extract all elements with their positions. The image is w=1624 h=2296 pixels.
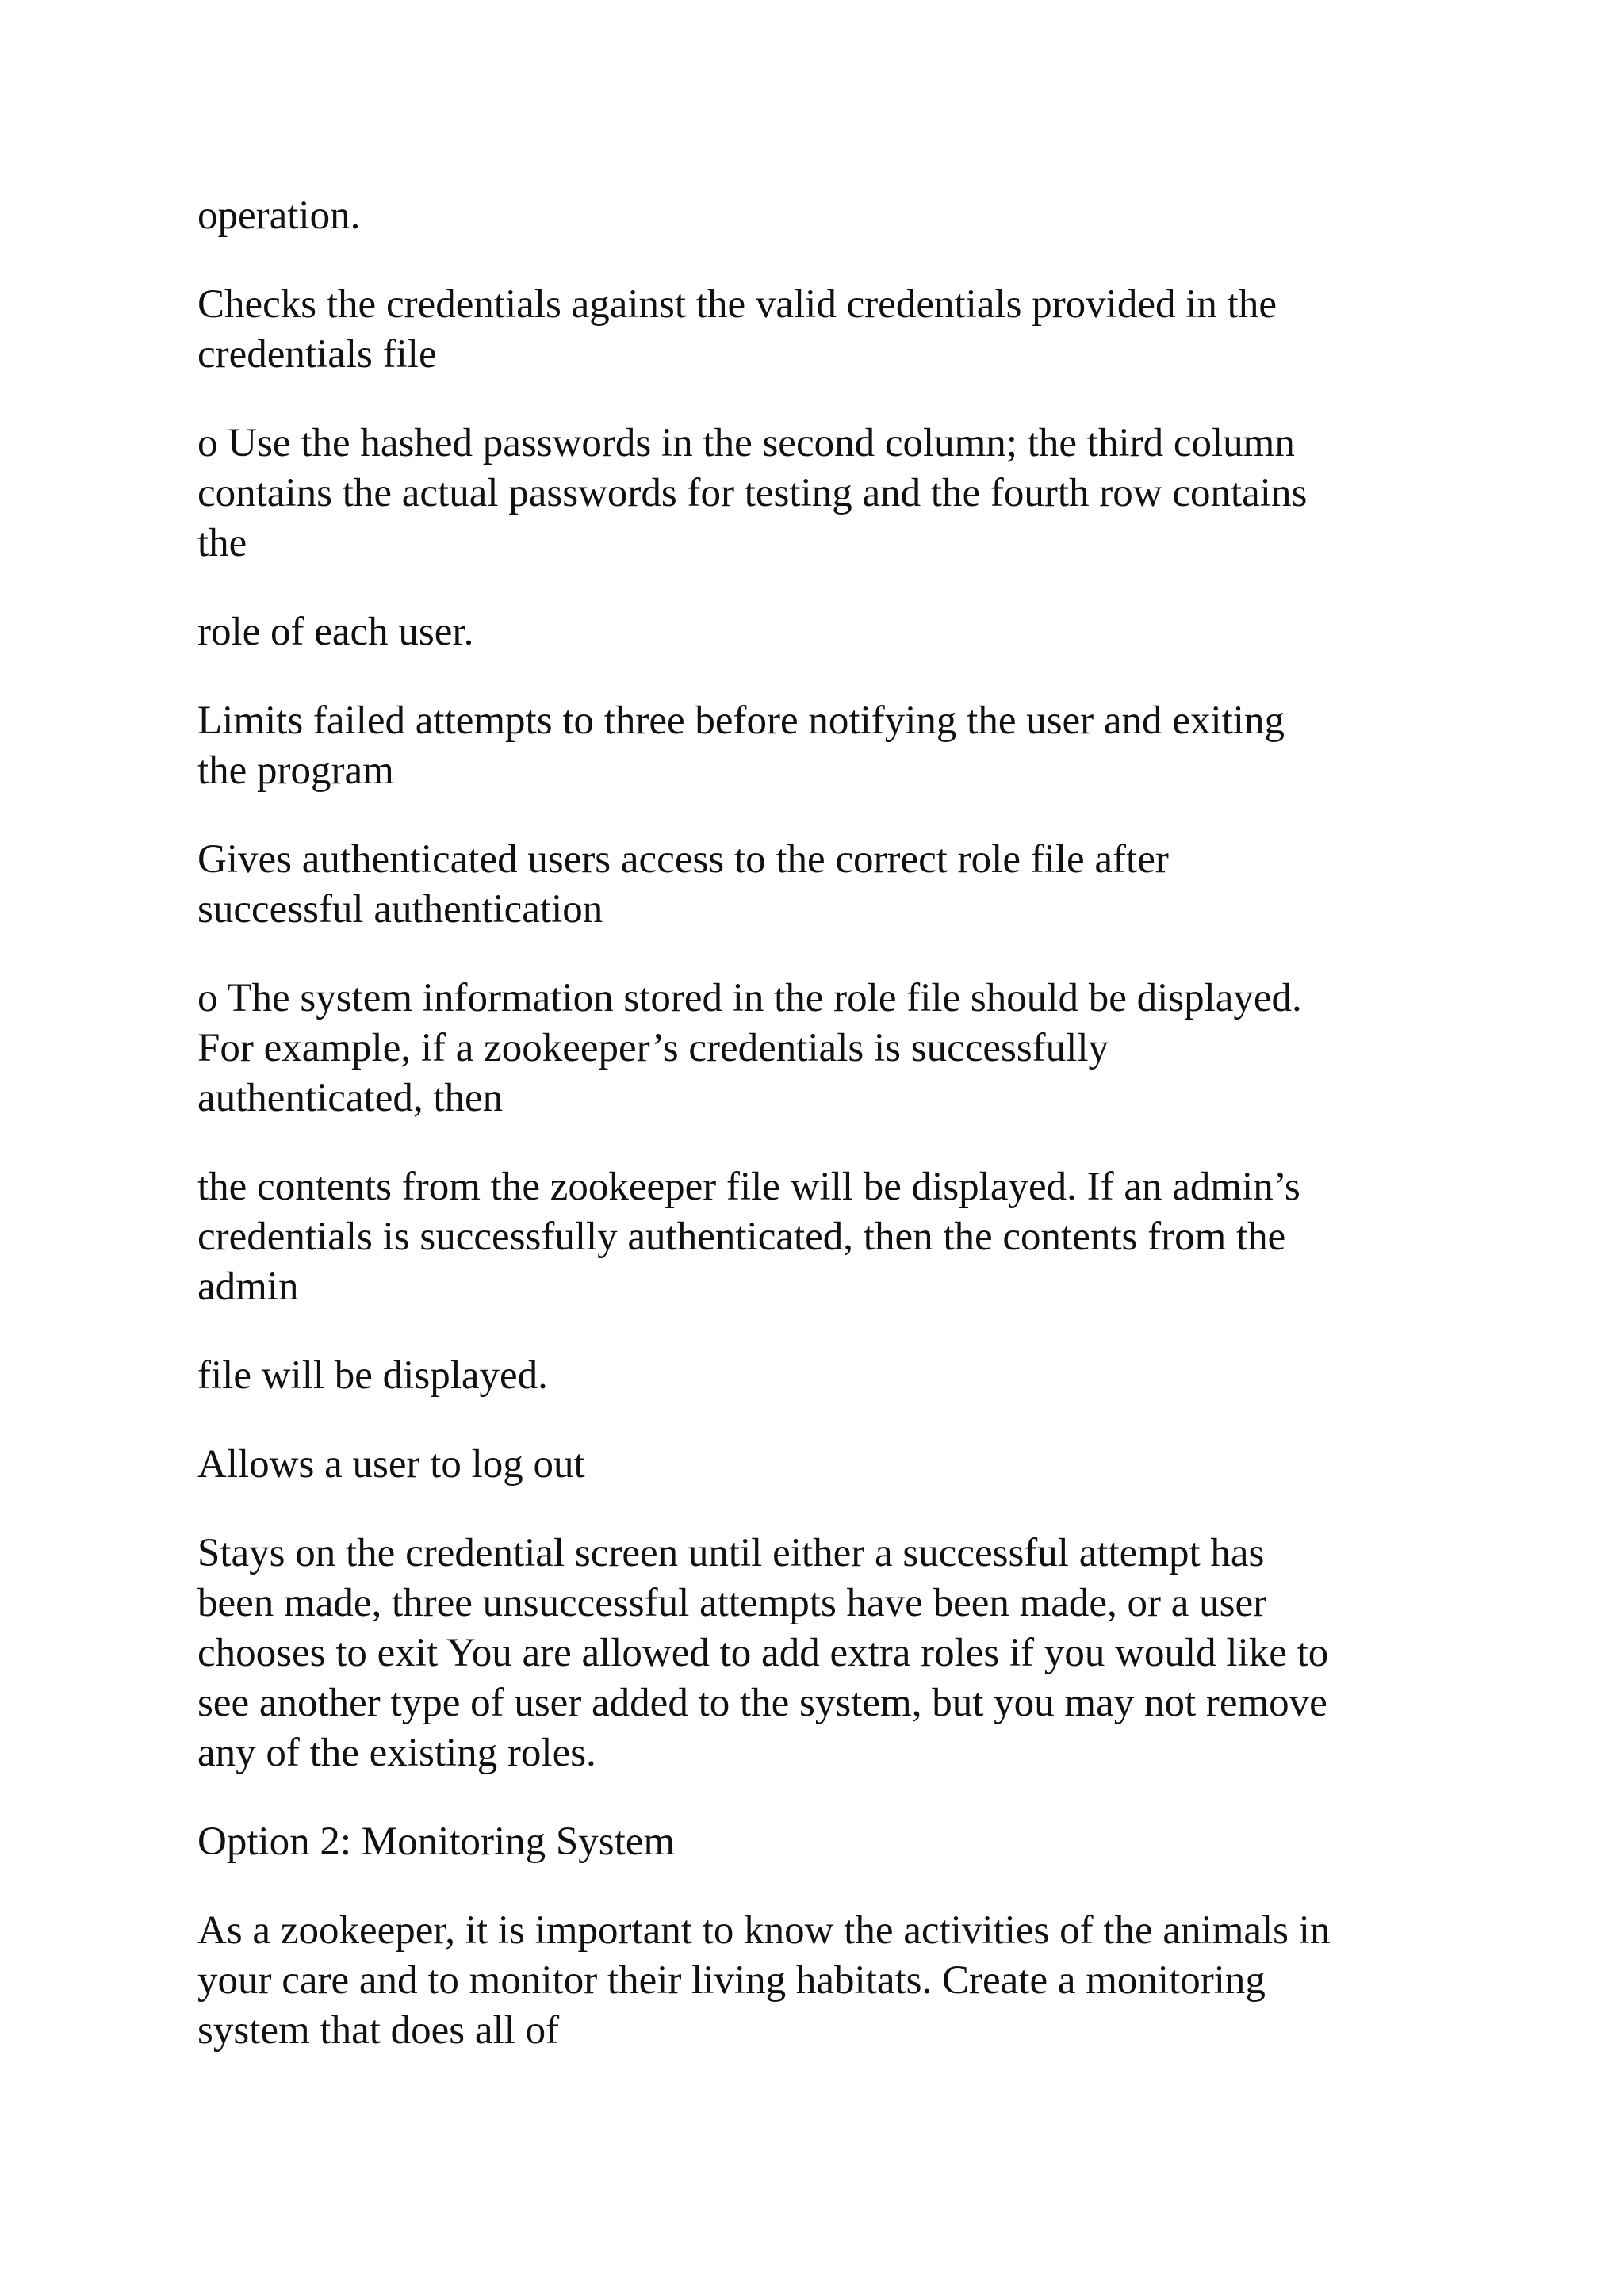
text-line: see another type of user added to the system, but you may not remove: [197, 1681, 1327, 1725]
text-line: the: [197, 521, 247, 565]
text-line: Gives authenticated users access to the correct role file after: [197, 837, 1169, 882]
paragraph-hashed-passwords: [197, 419, 1450, 568]
text-line: system that does all of: [197, 2008, 560, 2053]
paragraph-contents-displayed: [197, 1162, 1450, 1312]
text-line: Checks the credentials against the valid credentials provided in the: [197, 282, 1277, 327]
text-line: o Use the hashed passwords in the second column; the third column: [197, 421, 1295, 465]
paragraph-log-out: [197, 1440, 1450, 1490]
text-line: credentials file: [197, 332, 437, 377]
text-line: any of the existing roles.: [197, 1731, 596, 1775]
text-line: Stays on the credential screen until either a successful attempt has: [197, 1531, 1265, 1575]
paragraph-monitoring-system: [197, 1906, 1450, 2056]
text-line: As a zookeeper, it is important to know the activities of the animals in: [197, 1908, 1331, 1953]
text-line: been made, three unsuccessful attempts have been made, or a user: [197, 1581, 1267, 1625]
paragraph-file-displayed: [197, 1351, 1450, 1401]
text-line: the contents from the zookeeper file will be displayed. If an admin’s: [197, 1165, 1300, 1209]
text-line: role of each user.: [197, 610, 474, 654]
text-line: successful authentication: [197, 887, 603, 932]
text-line: contains the actual passwords for testing and the fourth row contains: [197, 471, 1308, 515]
text-line: Allows a user to log out: [197, 1442, 585, 1487]
text-line: For example, if a zookeeper’s credentials is successfully: [197, 1026, 1109, 1070]
paragraph-limits-failed-attempts: [197, 696, 1450, 796]
document-body: [197, 191, 1450, 2095]
paragraph-operation: [197, 191, 1450, 241]
text-line: operation.: [197, 193, 361, 238]
text-line: file will be displayed.: [197, 1353, 548, 1398]
text-line: your care and to monitor their living habitats. Create a monitoring: [197, 1958, 1266, 2003]
text-line: o The system information stored in the role file should be displayed.: [197, 976, 1302, 1020]
paragraph-checks-credentials: [197, 280, 1450, 380]
text-line: admin: [197, 1265, 299, 1309]
paragraph-credential-screen: [197, 1529, 1450, 1778]
text-line: authenticated, then: [197, 1076, 504, 1120]
paragraph-system-information: [197, 974, 1450, 1123]
text-line: credentials is successfully authenticated, then the contents from the: [197, 1215, 1286, 1259]
text-line: Limits failed attempts to three before notifying the user and exiting: [197, 698, 1285, 743]
text-line: the program: [197, 748, 394, 793]
paragraph-option-2-heading: [197, 1817, 1450, 1867]
text-line: Option 2: Monitoring System: [197, 1820, 676, 1864]
text-line: chooses to exit You are allowed to add extra roles if you would like to: [197, 1631, 1329, 1675]
paragraph-gives-access: [197, 835, 1450, 935]
paragraph-role-of-each-user: [197, 607, 1450, 657]
